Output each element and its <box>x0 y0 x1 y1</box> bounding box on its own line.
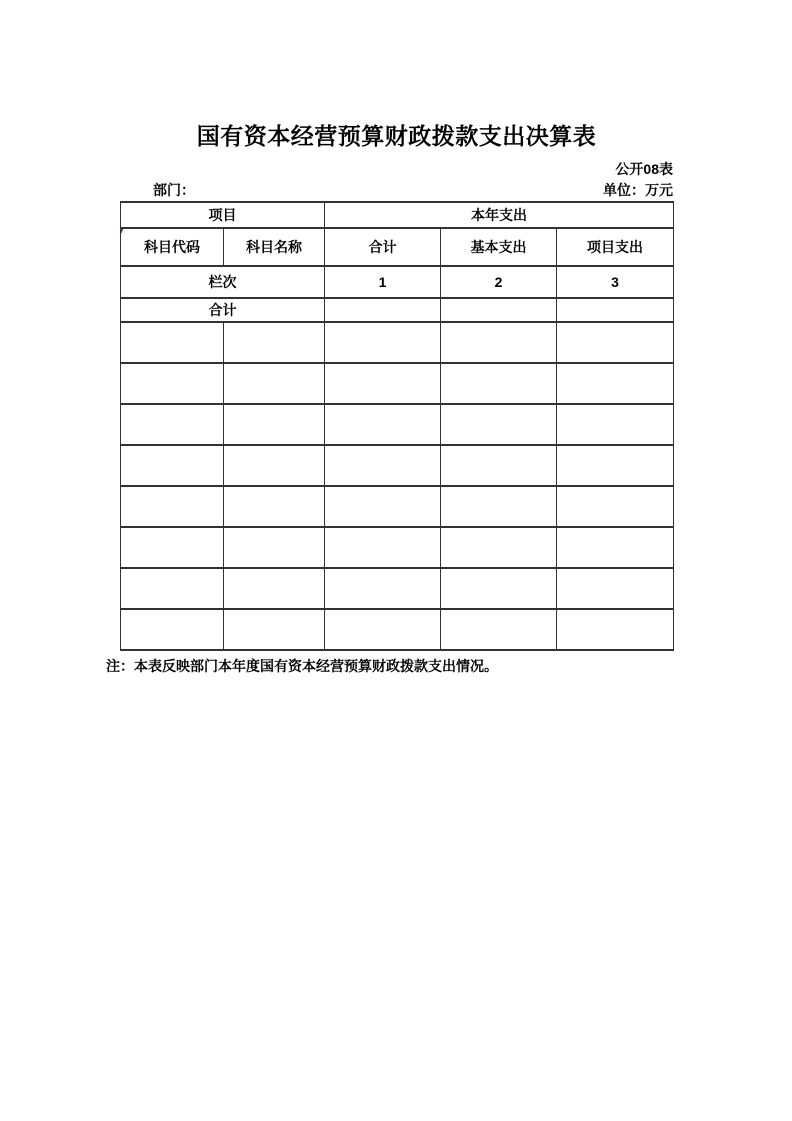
column-number-3: 3 <box>557 266 674 298</box>
empty-cell <box>557 363 674 404</box>
header-group-row <box>121 202 674 228</box>
header-project-group: 项目 <box>121 202 325 228</box>
empty-data-row <box>121 609 674 650</box>
empty-cell <box>224 363 325 404</box>
empty-cell <box>121 445 224 486</box>
empty-cell <box>224 322 325 363</box>
total-row-label-cell: 合计 <box>121 298 325 322</box>
empty-cell <box>121 404 224 445</box>
empty-cell <box>441 527 557 568</box>
header-total-cell: 合计 <box>325 228 441 266</box>
header-subject-code-label: 科目代码 <box>144 239 200 255</box>
header-columns-row <box>121 228 674 266</box>
empty-cell <box>441 445 557 486</box>
column-number-2: 2 <box>441 266 557 298</box>
empty-cell <box>557 404 674 445</box>
empty-cell <box>441 363 557 404</box>
empty-cell <box>325 445 441 486</box>
empty-cell <box>121 568 224 609</box>
empty-cell <box>121 322 224 363</box>
meta-row <box>120 182 673 199</box>
unit-label: 单位：万元 <box>603 182 673 198</box>
empty-cell <box>325 568 441 609</box>
empty-cell <box>325 322 441 363</box>
empty-cell <box>224 568 325 609</box>
final-accounts-table <box>120 201 674 651</box>
empty-cell <box>224 445 325 486</box>
footnote: 注：本表反映部门本年度国有资本经营预算财政拨款支出情况。 <box>106 658 498 674</box>
header-subject-name-cell: 科目名称 <box>224 228 325 266</box>
empty-cell <box>224 609 325 650</box>
total-row-basic-cell <box>441 298 557 322</box>
empty-cell <box>325 527 441 568</box>
column-index-row <box>121 266 674 298</box>
empty-cell <box>441 568 557 609</box>
header-project-expense-cell: 项目支出 <box>557 228 674 266</box>
empty-cell <box>557 568 674 609</box>
empty-cell <box>557 486 674 527</box>
page-title: 国有资本经营预算财政拨款支出决算表 <box>196 123 597 149</box>
empty-cell <box>557 322 674 363</box>
empty-cell <box>224 404 325 445</box>
empty-cell <box>441 486 557 527</box>
empty-cell <box>557 445 674 486</box>
empty-data-row <box>121 322 674 363</box>
header-subject-code-cell <box>121 228 224 266</box>
empty-cell <box>325 363 441 404</box>
empty-data-row <box>121 527 674 568</box>
empty-cell <box>441 322 557 363</box>
empty-cell <box>121 363 224 404</box>
empty-cell <box>224 486 325 527</box>
department-label: 部门： <box>153 182 195 198</box>
header-year-expense-group: 本年支出 <box>325 202 674 228</box>
empty-cell <box>441 404 557 445</box>
empty-data-row <box>121 404 674 445</box>
table-body <box>121 202 674 650</box>
empty-cell <box>121 609 224 650</box>
empty-cell <box>325 404 441 445</box>
empty-cell <box>557 527 674 568</box>
empty-cell <box>121 527 224 568</box>
cell-error-flag-icon <box>121 228 126 234</box>
total-row <box>121 298 674 322</box>
total-row-project-cell <box>557 298 674 322</box>
empty-data-row <box>121 363 674 404</box>
empty-cell <box>121 486 224 527</box>
empty-cell <box>441 609 557 650</box>
empty-cell <box>557 609 674 650</box>
row-label-cell: 栏次 <box>121 266 325 298</box>
empty-data-row <box>121 486 674 527</box>
empty-cell <box>224 527 325 568</box>
empty-cell <box>325 609 441 650</box>
total-row-total-cell <box>325 298 441 322</box>
form-code-label: 公开08表 <box>615 161 673 177</box>
empty-data-row <box>121 445 674 486</box>
empty-cell <box>325 486 441 527</box>
header-basic-expense-cell: 基本支出 <box>441 228 557 266</box>
column-number-1: 1 <box>325 266 441 298</box>
empty-data-row <box>121 568 674 609</box>
